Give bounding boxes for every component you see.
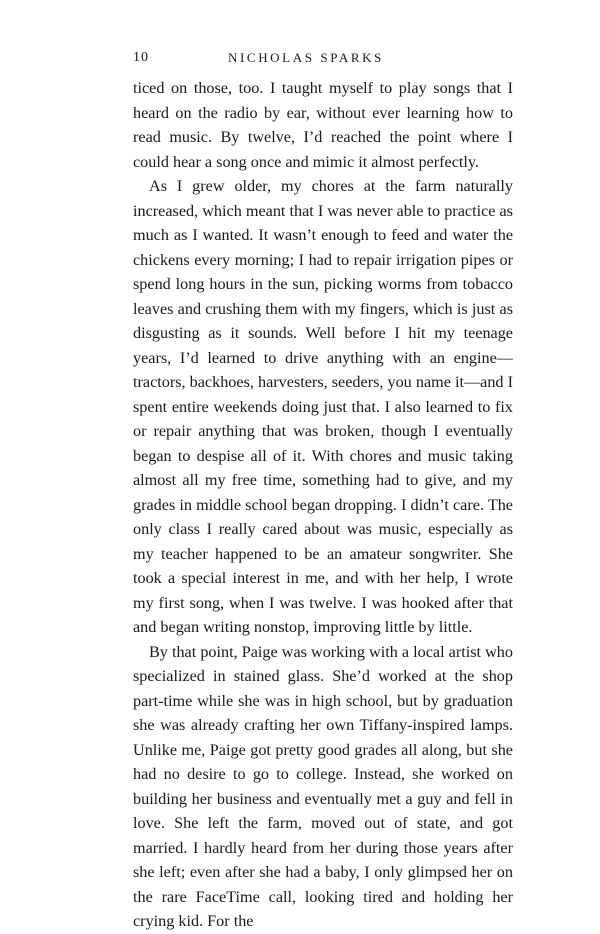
paragraph-continued: ticed on those, too. I taught myself to play songs that I heard on the radio by ear, without ever learning how to read music. By twelve, I’d reached the point where I could hear a song once and mimic it almost perfectly. [133, 79, 513, 171]
paragraph-paige: By that point, Paige was working with a local artist who specialized in stained glass. She’d worked at the shop part-time while she was in high school, but by graduation she was already crafting her own Tiffany-inspired lamps. Unlike me, Paige got pretty good grades all along, but she had no desire to go to college. Instead, she worked on building her business and eventually met a guy and fell in love. She left the farm, moved out of state, and got married. I hardly heard from her during those years after she left; even after she had a baby, I only glimpsed her on the rare FaceTime call, looking tired and holding her crying kid. For the [133, 642, 513, 930]
paragraph-chores: As I grew older, my chores at the farm naturally increased, which meant that I was never able to practice as much as I wanted. It wasn’t enough to feed and water the chickens every morning; I had to repair irrigation pipes or spend long hours in the sun, picking worms from tobacco leaves and crushing them with my fingers, which is just as disgusting as it sounds. Well before I hit my teenage years, I’d learned to drive anything with an engine—tractors, backhoes, harvesters, seeders, you name it—and I spent entire weekends doing just that. I also learned to fix or repair anything that was broken, though I eventually began to despise all of it. With chores and music taking almost all my free time, something had to give, and my grades in middle school began dropping. I didn’t care. The only class I really cared about was music, especially as my teacher happened to be an amateur songwriter. She took a special interest in me, and with her help, I wrote my first song, when I was twelve. I was hooked after that and began writing nonstop, improving little by little. [133, 177, 513, 636]
page-number: 10 [133, 50, 149, 65]
running-head-author: NICHOLAS SPARKS [228, 50, 384, 65]
body-text [133, 76, 513, 934]
running-head [133, 50, 513, 70]
